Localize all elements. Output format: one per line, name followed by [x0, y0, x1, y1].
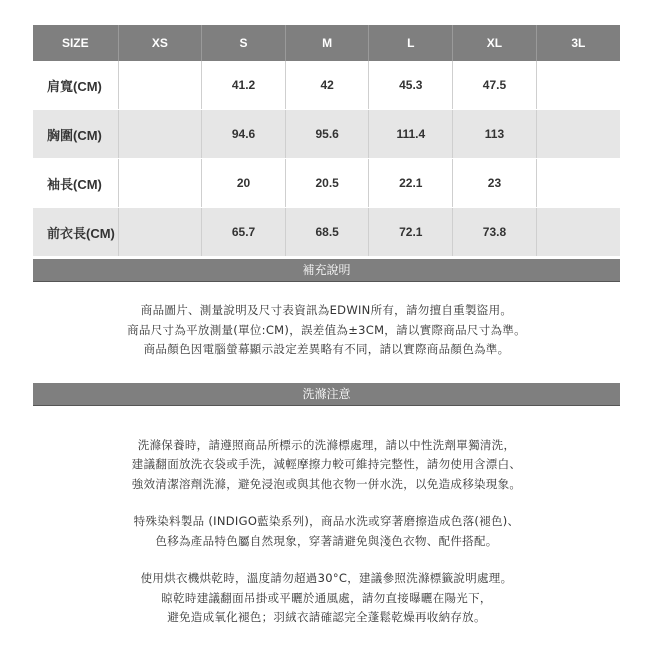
table-cell — [118, 61, 202, 110]
header-cell-s: S — [202, 25, 286, 61]
table-row — [33, 61, 620, 110]
table-cell: 94.6 — [202, 110, 286, 159]
table-row — [33, 110, 620, 159]
washing-line: 避免造成氧化褪色；羽絨衣請確認完全蓬鬆乾燥再收納存放。 — [167, 610, 486, 624]
table-cell — [536, 208, 620, 257]
washing-line: 特殊染料製品 (INDIGO藍染系列)，商品水洗或穿著磨擦造成色落(褪色)、 — [133, 514, 520, 528]
washing-paragraph — [33, 569, 620, 628]
washing-line: 強效清潔溶劑洗滌，避免浸泡或與其他衣物一併水洗，以免造成移染現象。 — [131, 476, 522, 491]
washing-line: 洗滌保養時，請遵照商品所標示的洗滌標處理，請以中性洗劑單獨清洗， — [137, 437, 516, 452]
table-cell: 45.3 — [369, 61, 453, 110]
washing-title-bar — [33, 383, 620, 406]
table-cell: 22.1 — [369, 159, 453, 208]
washing-paragraph — [33, 512, 620, 551]
table-cell — [118, 159, 202, 208]
row-label: 胸圍(CM) — [33, 110, 118, 159]
table-cell — [118, 208, 202, 257]
header-cell-3l: 3L — [536, 25, 620, 61]
supplement-line: 商品顏色因電腦螢幕顯示設定差異略有不同，請以實際商品顏色為準。 — [143, 342, 510, 356]
washing-paragraph — [33, 436, 620, 495]
supplement-notes — [33, 301, 620, 360]
content — [33, 25, 620, 628]
header-cell-xs: XS — [118, 25, 202, 61]
row-label: 前衣長(CM) — [33, 208, 118, 257]
washing-line: 色移為產品特色屬自然現象，穿著請避免與淺色衣物、配件搭配。 — [155, 533, 498, 548]
table-cell: 68.5 — [285, 208, 369, 257]
table-cell — [536, 159, 620, 208]
table-cell: 23 — [453, 159, 537, 208]
washing-notes — [33, 436, 620, 628]
size-table-header-row — [33, 25, 620, 61]
header-cell-m: M — [285, 25, 369, 61]
table-cell: 42 — [285, 61, 369, 110]
table-cell: 20 — [202, 159, 286, 208]
table-cell: 41.2 — [202, 61, 286, 110]
supplement-line: 商品尺寸為平放測量(單位:CM)，誤差值為±3CM，請以實際商品尺寸為準。 — [127, 322, 526, 337]
table-cell: 111.4 — [369, 110, 453, 159]
header-cell-xl: XL — [453, 25, 537, 61]
washing-line: 使用烘衣機烘乾時，溫度請勿超過30°C，建議參照洗滌標籤說明處理。 — [140, 571, 513, 585]
size-table — [33, 25, 620, 257]
table-row — [33, 208, 620, 257]
table-row — [33, 159, 620, 208]
table-cell — [536, 110, 620, 159]
header-cell-l: L — [369, 25, 453, 61]
table-cell: 113 — [453, 110, 537, 159]
supplement-line: 商品圖片、測量說明及尺寸表資訊為EDWIN所有，請勿擅自重製盜用。 — [140, 303, 513, 317]
table-cell — [118, 110, 202, 159]
table-cell: 72.1 — [369, 208, 453, 257]
supplement-title-bar — [33, 259, 620, 282]
table-cell: 20.5 — [285, 159, 369, 208]
row-label: 肩寬(CM) — [33, 61, 118, 110]
row-label: 袖長(CM) — [33, 159, 118, 208]
table-cell: 65.7 — [202, 208, 286, 257]
washing-line: 晾乾時建議翻面吊掛或平曬於通風處，請勿直接曝曬在陽光下， — [161, 590, 492, 605]
header-cell-size: SIZE — [33, 25, 118, 61]
table-cell — [536, 61, 620, 110]
table-cell: 47.5 — [453, 61, 537, 110]
table-cell: 73.8 — [453, 208, 537, 257]
table-cell: 95.6 — [285, 110, 369, 159]
washing-title: 洗滌注意 — [302, 386, 351, 401]
washing-line: 建議翻面放洗衣袋或手洗，減輕摩擦力較可維持完整性，請勿使用含漂白、 — [131, 457, 522, 471]
supplement-title: 補充說明 — [302, 263, 351, 277]
